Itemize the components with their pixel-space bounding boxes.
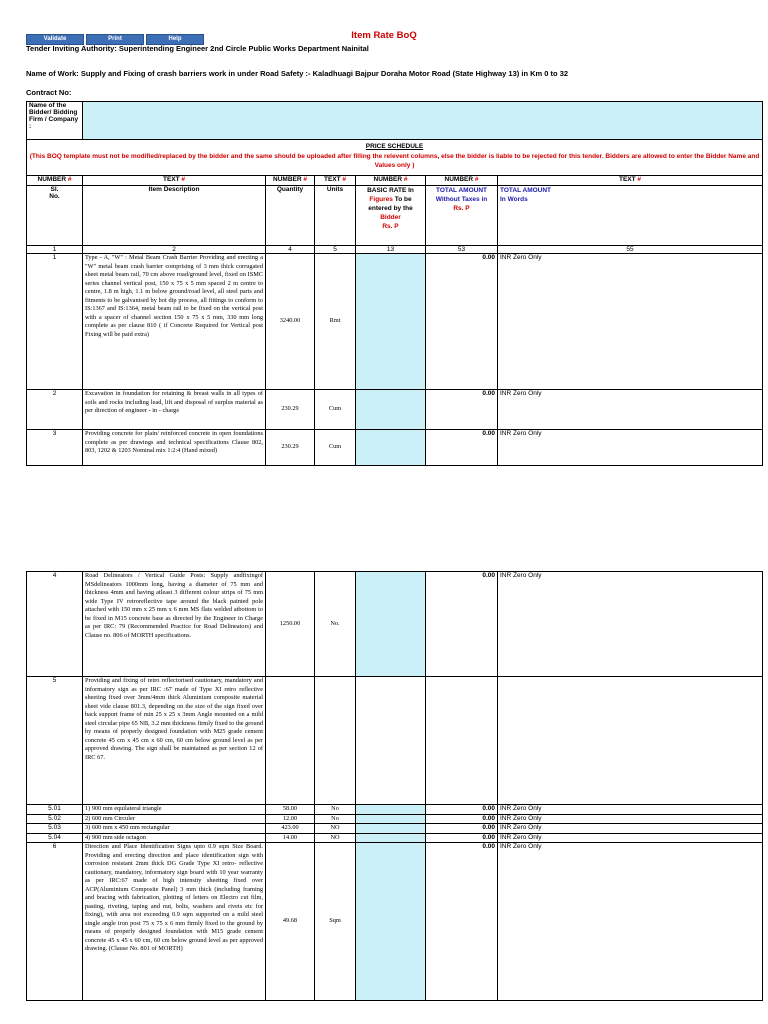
price-schedule-title: PRICE SCHEDULE [365,143,424,150]
row-qty: 49.68 [266,843,315,1001]
row-desc: Providing and fixing of retro reflectorised cautionary, mandatory and informatory sign as per IRC :67 made of Type XI retro reflective sheeting fixed over 3mm/4mm thick Aluminium composite material sheet vide clause 801.3, depending on the size of the sign fixed over back support frame of min 25 x 25 x 3mm Angle mounted on a mild steel circular pipe 65 NB, 3.2 mm thickness firmly fixed to the ground by means of properly designed foundation with M25 grade cement concrete 45 cm x 45 cm x 60 cm, 60 cm below ground level as per approved drawing. The sign shall be maintained as per section 12 of IRC 67. [83,677,266,805]
colnum-53: 53 [426,246,498,254]
row-words: INR Zero Only [498,843,763,1001]
bidder-name-label: Name of the Bidder/ Bidding Firm / Company : [27,102,83,140]
type-header-5: TEXT # [315,176,356,186]
type-header-55: TEXT # [498,176,763,186]
row-desc: Road Delineators / Vertical Guide Posts: Supply andfixingof MSdelineators 1000mm long, having a diameter of 75 mm and thickness 4mm and having atleast 3 different colour strips of 75 mm wide Type IV retroreflective tape around the black painted pole attached with 150 mm x 25 mm x 6 mm MS flats welded atbottom to be fixed in M15 concrete base as directed by the Engineer in Charge as per IRC: 79 (Recommended Practice for Road Delineators) and Clause no. 806 of MORTH specifications. [83,572,266,677]
colnum-13: 13 [356,246,426,254]
row-qty: 58.00 [266,805,315,815]
row-unit: Cum [315,430,356,466]
row-words: INR Zero Only [498,390,763,430]
contract-number: Contract No: [26,88,72,97]
table-row [27,824,763,834]
row-unit: NO [315,833,356,843]
row-words: INR Zero Only [498,814,763,824]
row-amount: 0.00 [426,814,498,824]
table-row [27,805,763,815]
col-desc-header: Item Description [83,186,266,246]
row-amount: 0.00 [426,430,498,466]
row-amount: 0.00 [426,572,498,677]
col-qty-header: Quantity [266,186,315,246]
row-desc: 2) 600 mm Circuler [83,814,266,824]
row-qty: 3240.00 [266,254,315,390]
table-row [27,254,763,390]
page-title: Item Rate BoQ [351,30,417,41]
rate-input[interactable] [356,805,426,815]
row-sl: 4 [27,572,83,677]
row-qty: 14.00 [266,833,315,843]
row-unit: Rmt [315,254,356,390]
row-words: INR Zero Only [498,430,763,466]
type-header-53: NUMBER # [426,176,498,186]
row-unit: Cum [315,390,356,430]
row-unit: NO [315,824,356,834]
colnum-55: 55 [498,246,763,254]
type-header-13: NUMBER # [356,176,426,186]
table-row [27,572,763,677]
validate-button[interactable]: Validate [26,34,84,45]
row-unit: No [315,814,356,824]
col-words-header: TOTAL AMOUNT In Words [498,186,763,246]
row-desc: 1) 900 mm equilateral triangle [83,805,266,815]
row-sl: 2 [27,390,83,430]
row-sl: 6 [27,843,83,1001]
table-row [27,814,763,824]
boq-table-page2-full [26,571,763,1001]
row-words: INR Zero Only [498,805,763,815]
table-row [27,833,763,843]
help-button[interactable]: Help [146,34,204,45]
row-amount: 0.00 [426,833,498,843]
rate-input[interactable] [356,814,426,824]
row-words: INR Zero Only [498,572,763,677]
rate-input[interactable] [356,254,426,390]
row-sl: 5 [27,677,83,805]
row-unit: No. [315,572,356,677]
schedule-note: (This BOQ template must not be modified/replaced by the bidder and the same should be uploaded after filling the relevent columns, else the bidder is liable to be rejected for this tender. Bidders are allowed to enter the Bidder Name and Values only ) [29,153,760,169]
row-unit [315,677,356,805]
row-words: INR Zero Only [498,833,763,843]
row-desc: Type - A, "W" : Metal Beam Crash Barrier Providing and erecting a "W" metal beam crash barrier comprising of 3 mm thick corrugated sheet metal beam rail, 70 cm above road/ground level, fixed on ISMC series channel vertical post, 150 x 75 x 5 mm spaced 2 m centre to centre, 1.8 m high, 1.1 m below ground/road level, all steel parts and fitments to be galvanised by hot dip process, all fittings to conform to IS:1367 and IS:1364, metal beam rail to be fixed on the vertical post with a spacer of channel section 150 x 75 x 5 mm, 330 mm long complete as per clause 810 ( if Concrete Required for Vertical post Fixing will be paid extra) [83,254,266,390]
row-qty: 12.00 [266,814,315,824]
row-amount: 0.00 [426,390,498,430]
row-qty: 230.29 [266,430,315,466]
table-row [27,843,763,1001]
row-sl: 5.01 [27,805,83,815]
rate-input[interactable] [356,843,426,1001]
col-sl-header: Sl. No. [27,186,83,246]
row-desc: Providing concrete for plain/ reinforced concrete in open foundations complete as per drawings and technical specifications Clause 802, 803, 1202 & 1203 Nominal mix 1:2:4 (Hand mixed) [83,430,266,466]
col-rate-header: BASIC RATE In Figures To be entered by the Bidder Rs. P [356,186,426,246]
rate-input[interactable] [356,390,426,430]
rate-input[interactable] [356,572,426,677]
type-header-4: NUMBER # [266,176,315,186]
colnum-5: 5 [315,246,356,254]
tender-authority: Tender Inviting Authority: Superintending Engineer 2nd Circle Public Works Department Nainital [26,44,369,53]
row-amount [426,677,498,805]
colnum-1: 1 [27,246,83,254]
bidder-name-input[interactable] [83,102,763,140]
row-words: INR Zero Only [498,824,763,834]
type-header-1: NUMBER # [27,176,83,186]
colnum-2: 2 [83,246,266,254]
table-row [27,430,763,466]
row-sl: 5.02 [27,814,83,824]
boq-table-page1 [26,101,763,466]
row-unit: No [315,805,356,815]
row-qty: 1250.00 [266,572,315,677]
row-unit: Sqm [315,843,356,1001]
row-desc: 4) 900 mm side octagon [83,833,266,843]
row-amount: 0.00 [426,824,498,834]
col-units-header: Units [315,186,356,246]
row-sl: 1 [27,254,83,390]
row-desc: Direction and Place Identification Signs upto 0.9 sqm Size Board. Providing and erecting direction and place identification sign with corrosion resistant 2mm thick DG Grade Type XI retro- reflective cautionary, mandatory, informatory sign board with 10 year warranty as per IRC:67 made of high intensity sheeting fixed over ACP(Aluminium Composite Panel) 3 mm thick (including framing and bracing with fabrication, plotting of letters on Electro cut film, pasting, riveting, taping and nut, bolts, washers and rivets etc for fixing), with area not exceeding 0.9 sqm supported on a mild steel single angle iron post 75 x 75 x 6 mm firmly fixed to the ground by means of properly designed foundation with M15 grade cement concrete 45 x 45 x 60 cm, 60 cm below ground level as per approved drawing. (Clause No. 801 of MORTH) [83,843,266,1001]
print-button[interactable]: Print [86,34,144,45]
rate-input[interactable] [356,430,426,466]
col-amount-header: TOTAL AMOUNT Without Taxes in Rs. P [426,186,498,246]
row-desc: Excavation in foundation for retaining & breast walls in all types of soils and rocks including lead, lift and disposal of surplus material as per direction of engineer - in - charge [83,390,266,430]
row-desc: 3) 600 mm x 450 mm rectangular [83,824,266,834]
row-sl: 5.03 [27,824,83,834]
name-of-work: Name of Work: Supply and Fixing of crash barriers work in under Road Safety :- Kaladhuagi Bajpur Doraha Motor Road (State Highway 13) in Km 0 to 32 [26,69,569,78]
rate-input[interactable] [356,833,426,843]
rate-input[interactable] [356,824,426,834]
row-sl: 3 [27,430,83,466]
row-sl: 5.04 [27,833,83,843]
row-amount: 0.00 [426,805,498,815]
row-words: INR Zero Only [498,254,763,390]
table-row [27,677,763,805]
row-amount: 0.00 [426,254,498,390]
table-row [27,390,763,430]
colnum-4: 4 [266,246,315,254]
type-header-2: TEXT # [83,176,266,186]
row-qty: 230.29 [266,390,315,430]
row-qty: 423.00 [266,824,315,834]
rate-cell-empty [356,677,426,805]
row-qty [266,677,315,805]
row-words [498,677,763,805]
row-amount: 0.00 [426,843,498,1001]
